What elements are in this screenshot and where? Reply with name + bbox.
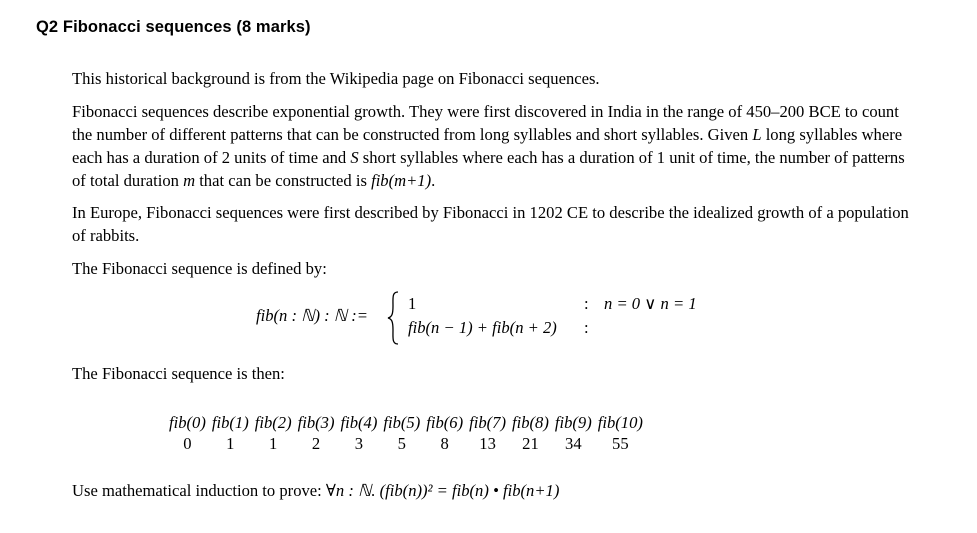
defined-by-paragraph: [72, 257, 912, 280]
europe-paragraph: [72, 201, 912, 247]
case1-condition: n = 0 ∨ n = 1: [604, 294, 697, 313]
definition-lhs: fib(n : ℕ) : ℕ :=: [256, 306, 368, 325]
term-cell: fib(9): [554, 413, 592, 432]
europe-text: In Europe, Fibonacci sequences were first described by Fibonacci in 1202 CE to describe the idealized growth of a population of rabbits.: [72, 203, 909, 245]
case2-colon: :: [584, 318, 589, 337]
term-cell: fib(0): [169, 413, 206, 432]
value-cell: 13: [479, 434, 496, 453]
term-cell: fib(4): [340, 413, 378, 432]
value-cell: 21: [522, 434, 539, 453]
value-cell: 3: [354, 434, 364, 453]
value-cell: 0: [183, 434, 192, 453]
left-brace-icon: [386, 290, 402, 346]
case1-value: 1: [408, 294, 417, 313]
history-text-c: short syllables where each has a duration of 1 unit of time, the number of patterns of total duration: [72, 148, 905, 190]
value-cell: 2: [311, 434, 321, 453]
intro-paragraph: [72, 67, 912, 90]
prove-formula: ∀n : ℕ. (fib(n))² = fib(n) • fib(n+1): [325, 481, 560, 500]
value-cell: 1: [226, 434, 235, 453]
intro-text: This historical background is from the Wikipedia page on Fibonacci sequences.: [72, 69, 600, 88]
history-paragraph: [72, 100, 912, 192]
sequence-values-row: [166, 433, 646, 454]
case2-value: fib(n − 1) + fib(n + 2): [408, 318, 557, 337]
question-heading: Q2 Fibonacci sequences (8 marks): [36, 18, 311, 36]
prove-instruction: [72, 479, 559, 502]
value-cell: 5: [397, 434, 406, 453]
history-text-a: Fibonacci sequences describe exponential growth. They were first discovered in India in the range of 450–200 BCE to count the number of different patterns that can be constructed from long syllables and short syllables. Given: [72, 102, 899, 144]
term-cell: fib(3): [297, 413, 335, 432]
sequence-terms-row: [166, 412, 646, 433]
value-cell: 1: [269, 434, 278, 453]
fib-m-plus-1-expression: fib(m+1): [371, 171, 432, 190]
term-cell: fib(6): [426, 413, 464, 432]
sequence-then-paragraph: [72, 362, 912, 385]
term-cell: fib(5): [383, 413, 421, 432]
term-cell: fib(2): [254, 413, 292, 432]
history-text-e: .: [431, 171, 436, 190]
prove-text: Use mathematical induction to prove:: [72, 481, 326, 500]
variable-L: L: [752, 125, 762, 144]
case1-colon: :: [584, 294, 589, 313]
variable-S: S: [350, 148, 359, 167]
term-cell: fib(7): [469, 413, 506, 432]
term-cell: fib(10): [597, 413, 643, 432]
value-cell: 34: [565, 434, 582, 453]
term-cell: fib(8): [512, 413, 549, 432]
value-cell: 8: [440, 434, 449, 453]
value-cell: 55: [612, 434, 629, 453]
term-cell: fib(1): [211, 413, 249, 432]
history-text-d: that can be constructed is: [195, 171, 372, 190]
fibonacci-sequence-table: [166, 412, 646, 454]
fib-definition: [256, 290, 726, 346]
history-text-b: long syllables where each has a duration of 2 units of time and: [72, 125, 903, 167]
sequence-then-text: The Fibonacci sequence is then:: [72, 364, 285, 383]
defined-by-text: The Fibonacci sequence is defined by:: [72, 259, 327, 278]
variable-m: m: [183, 171, 196, 190]
